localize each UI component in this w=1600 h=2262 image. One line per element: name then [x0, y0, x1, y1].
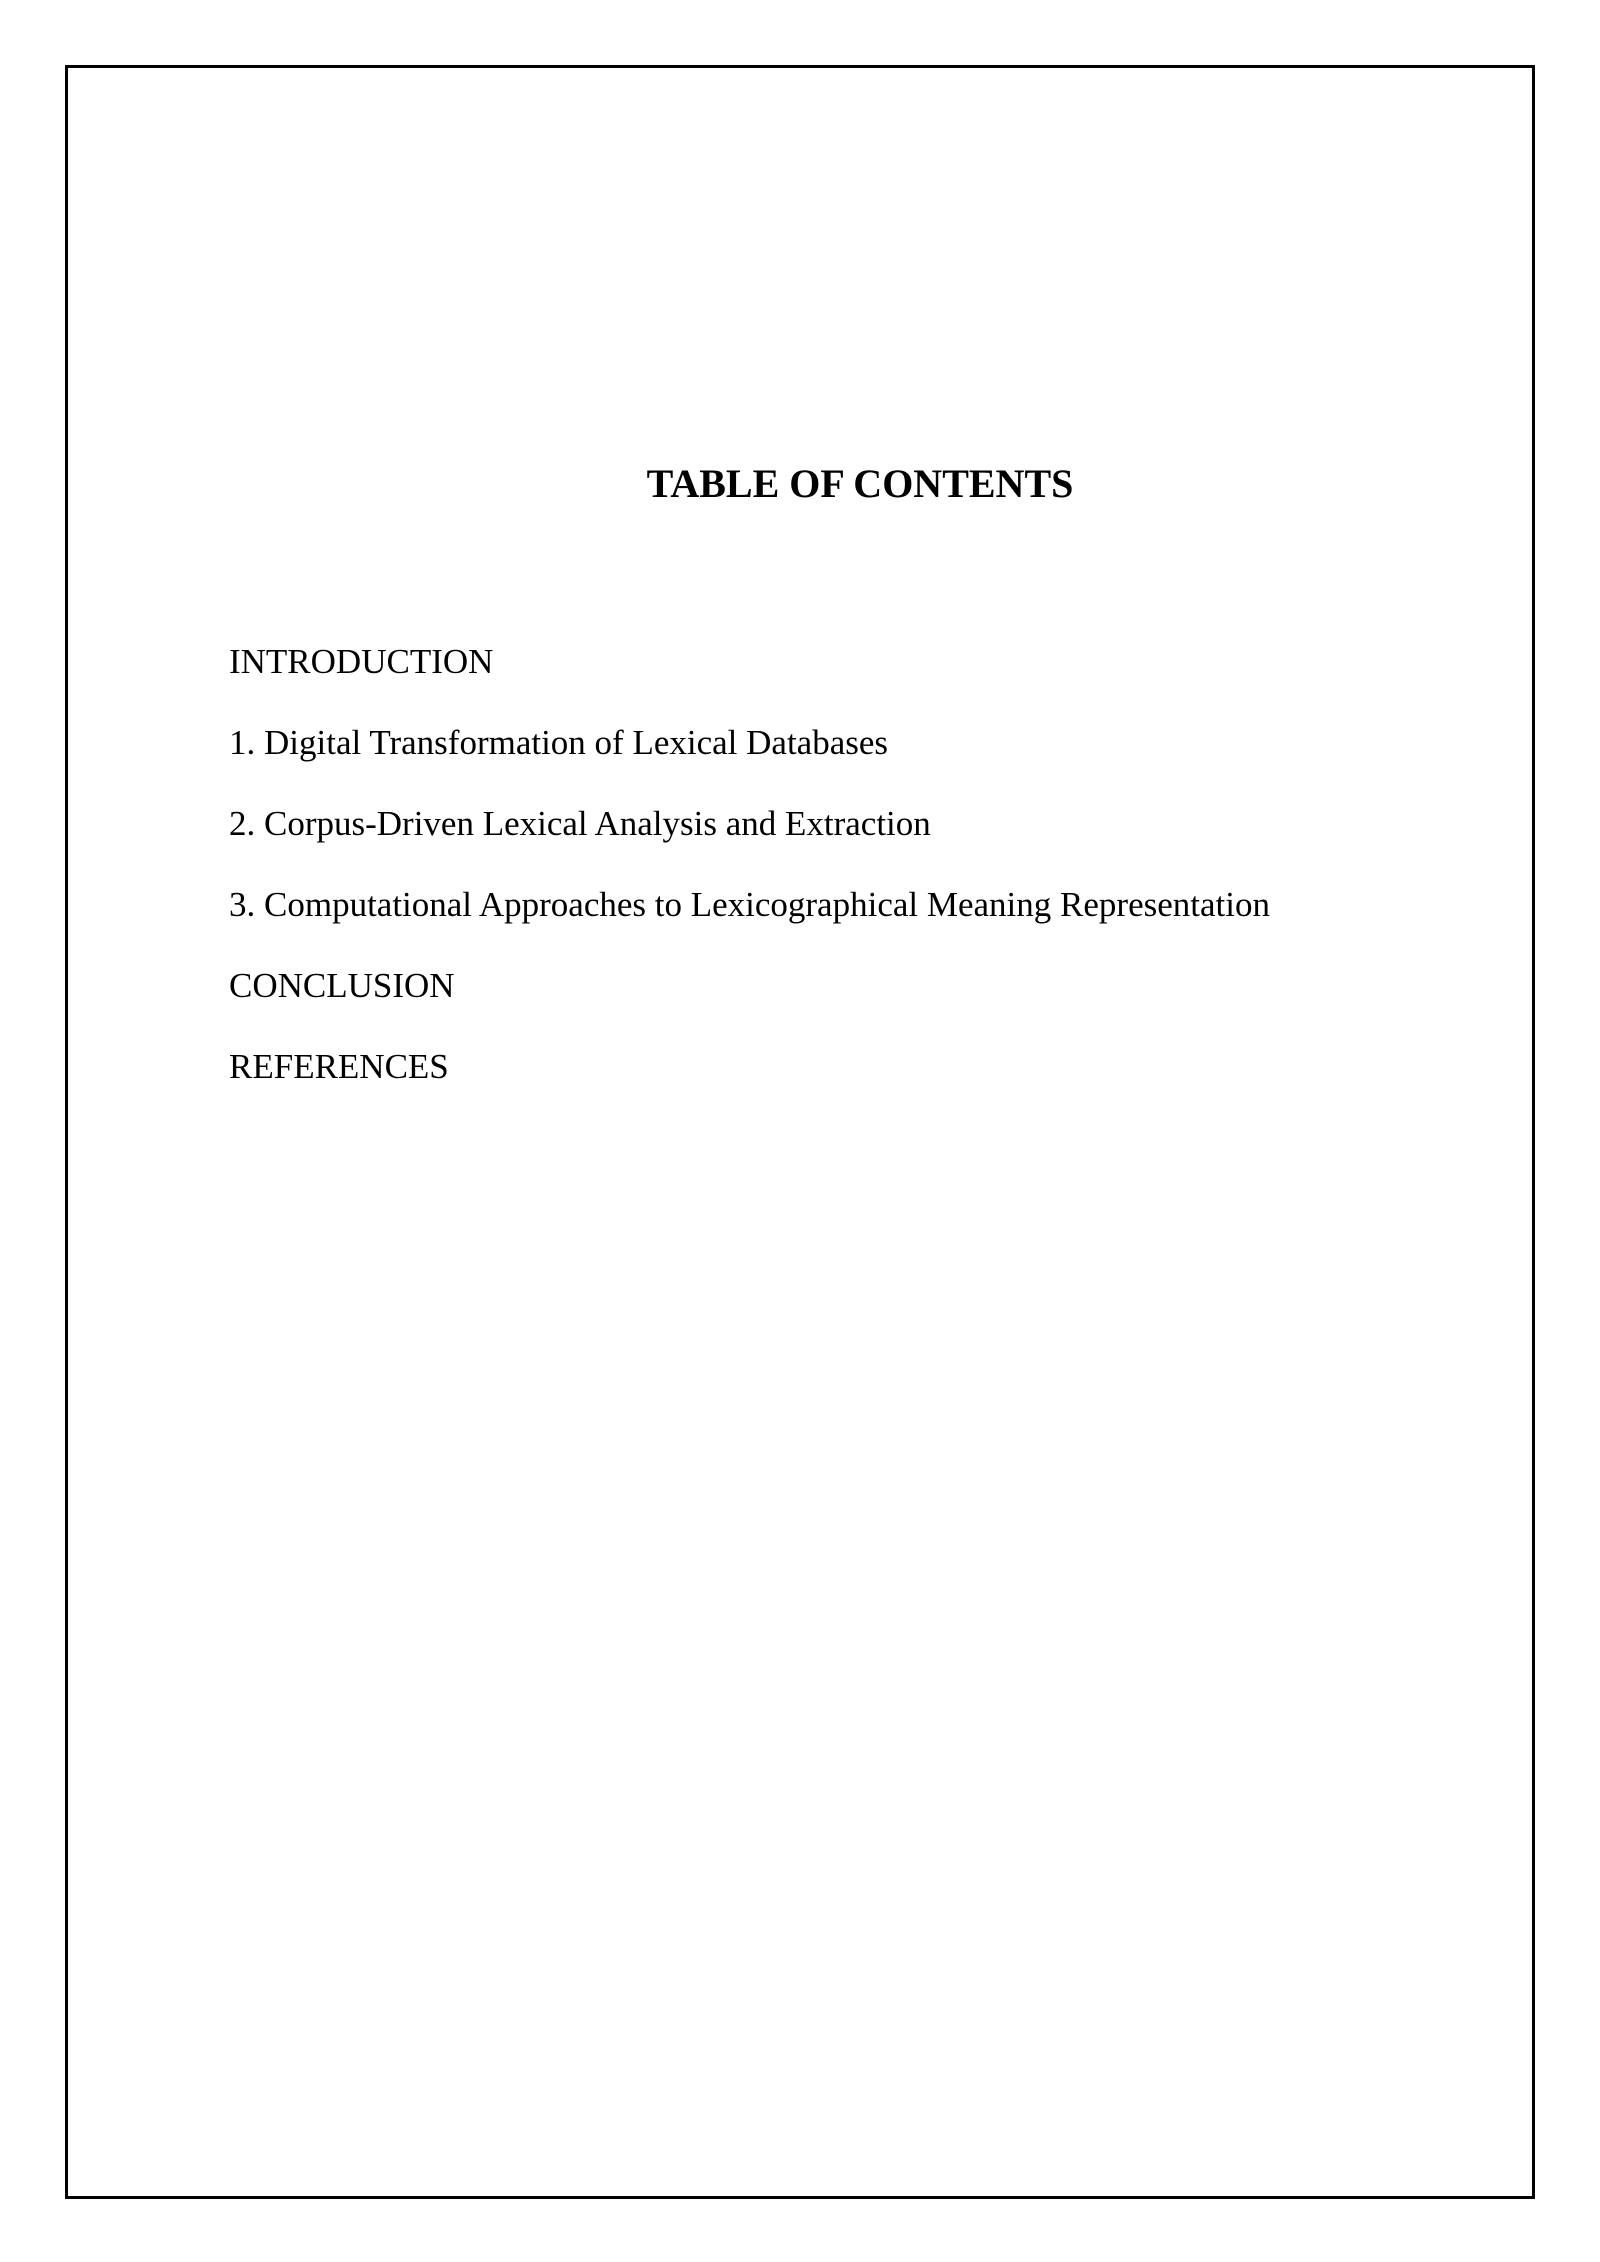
- toc-entry-section-3: 3. Computational Approaches to Lexicographical Meaning Representation: [229, 885, 1270, 924]
- toc-entry-conclusion: CONCLUSION: [229, 966, 455, 1005]
- toc-entry-section-1: 1. Digital Transformation of Lexical Databases: [229, 723, 889, 762]
- toc-list: [229, 640, 1270, 1126]
- toc-entry-introduction: INTRODUCTION: [229, 642, 494, 681]
- toc-entry-references: REFERENCES: [229, 1047, 449, 1086]
- page-border: [65, 65, 1535, 2199]
- toc-entry-section-2: 2. Corpus-Driven Lexical Analysis and Extraction: [229, 804, 931, 843]
- page-title: TABLE OF CONTENTS: [646, 461, 1074, 506]
